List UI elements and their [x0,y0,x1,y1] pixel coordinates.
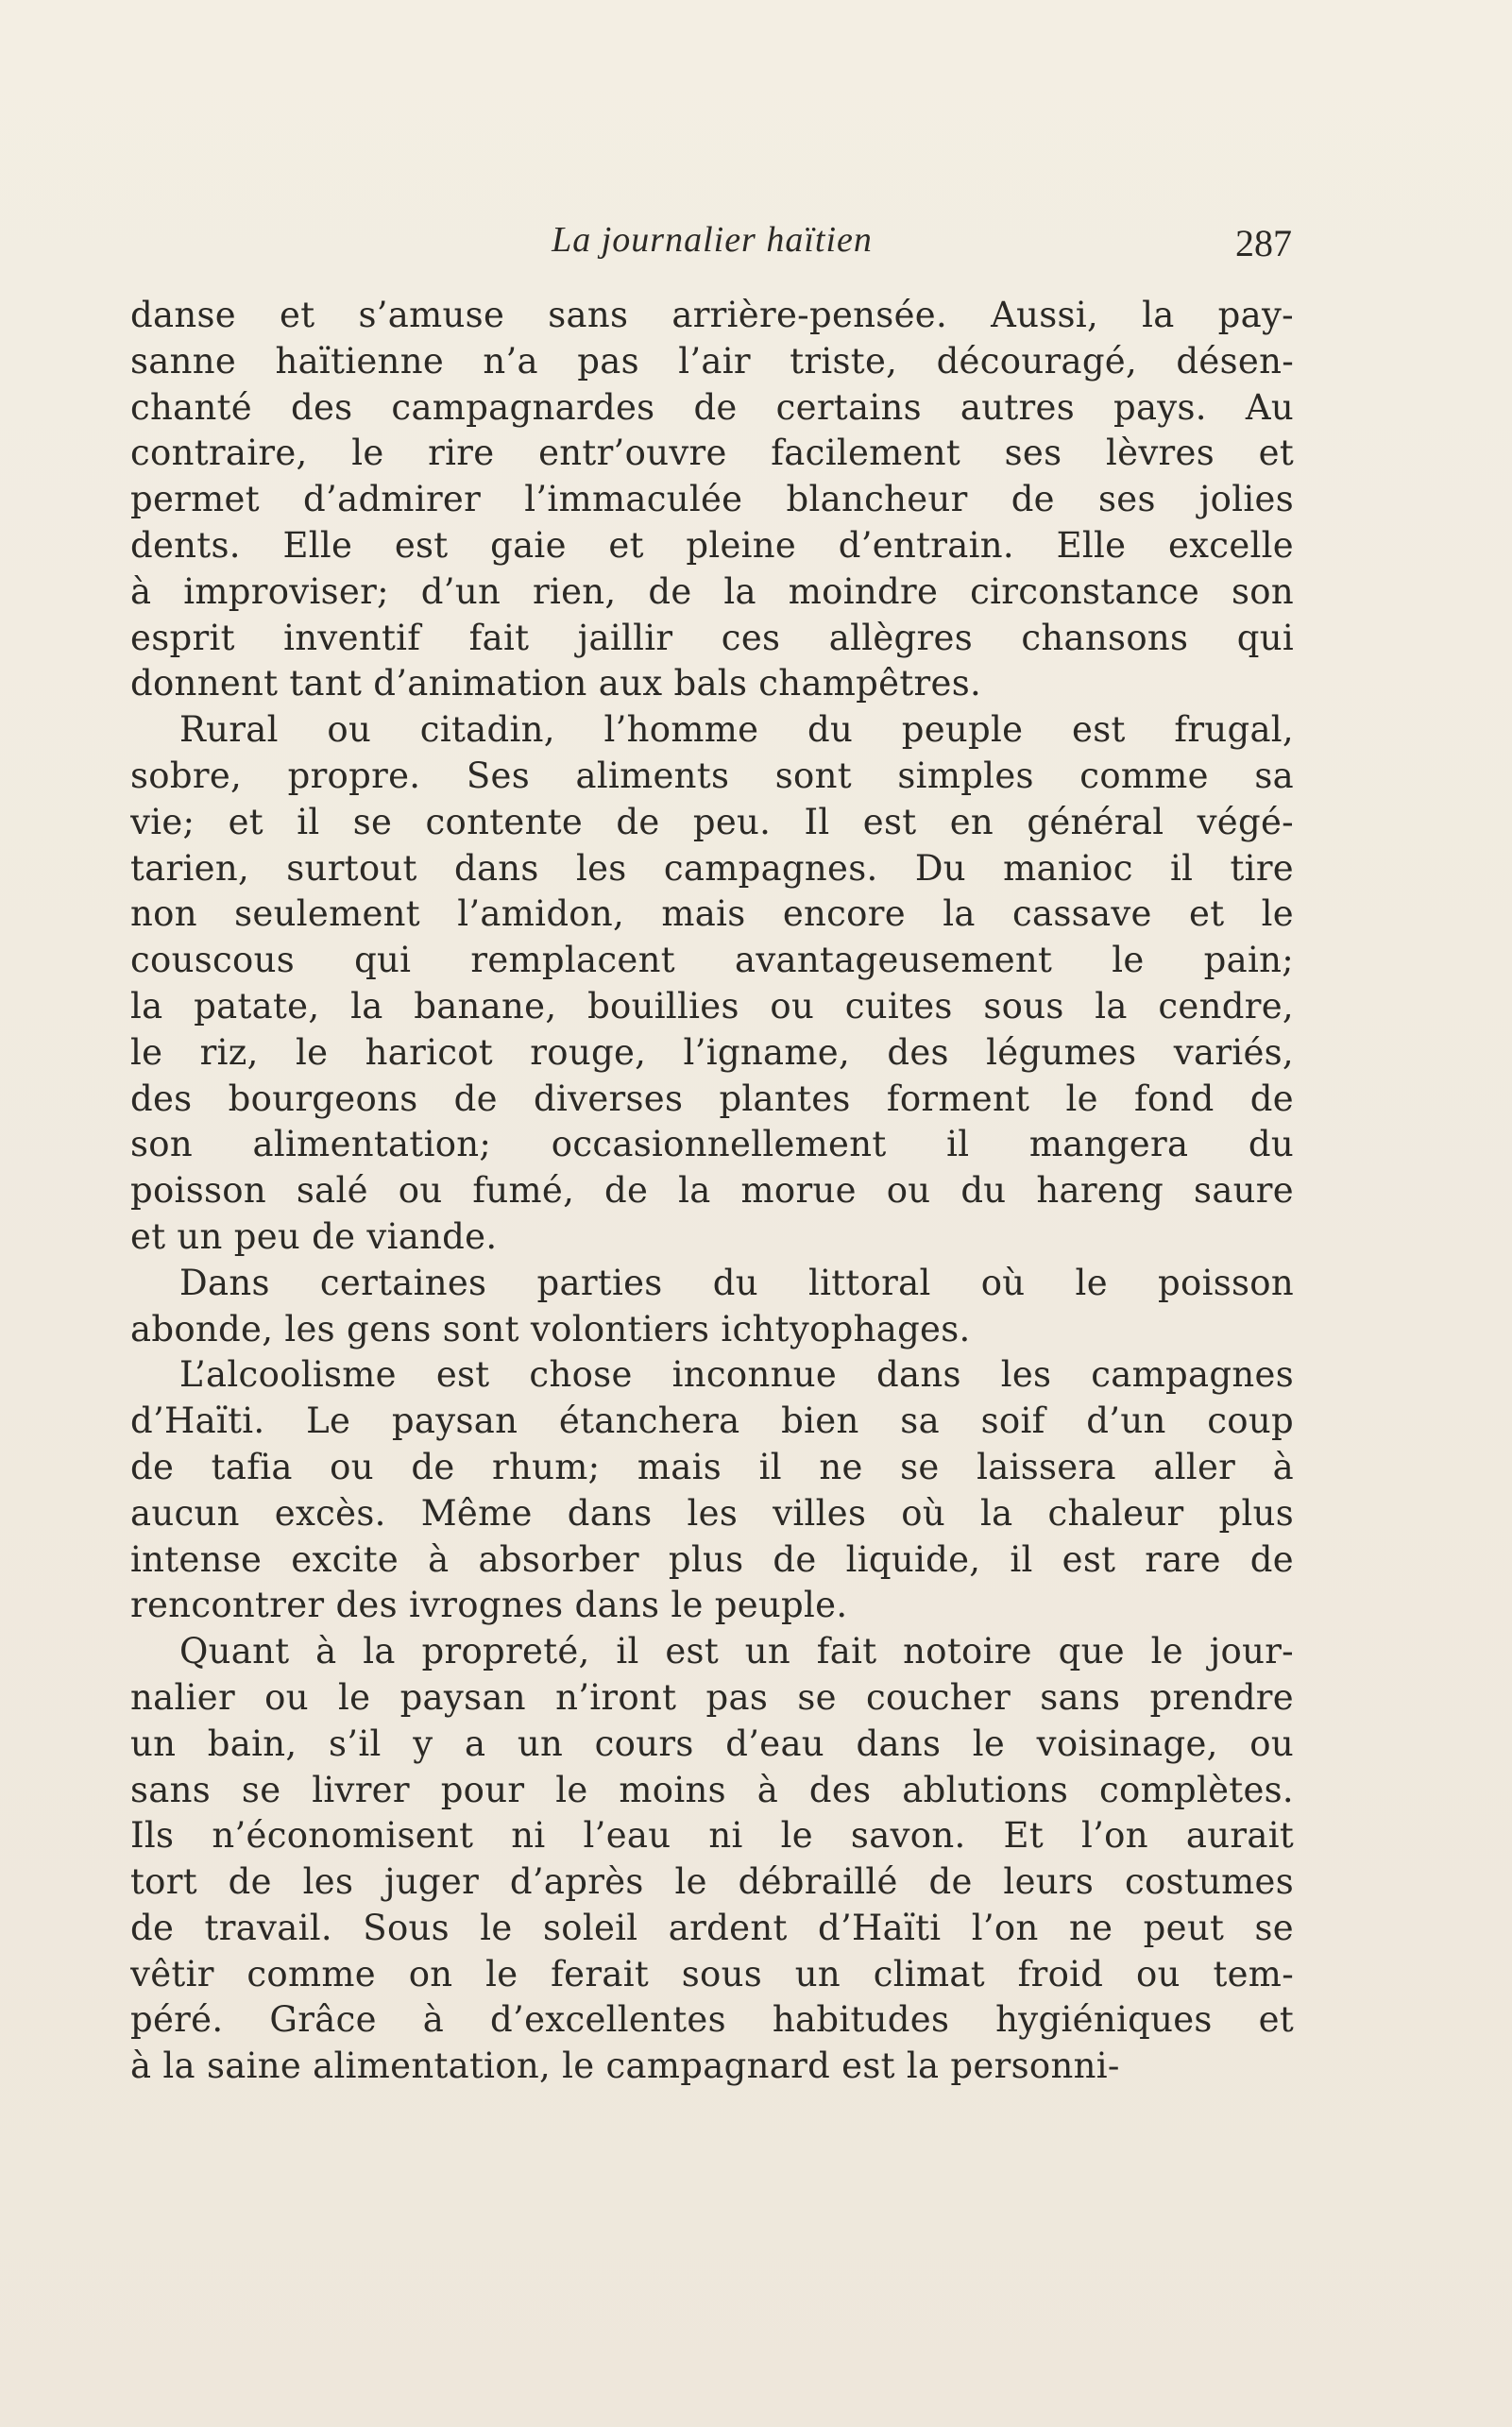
text-line: un bain, s’il y a un cours d’eau dans le voisinage, ou [130,1723,1294,1764]
text-line: vie; et il se contente de peu. Il est en général végé- [130,801,1294,842]
text-line: sanne haïtienne n’a pas l’air triste, découragé, désen- [130,340,1294,382]
page-number: 287 [1235,222,1292,264]
text-line: Quant à la propreté, il est un fait notoire que le jour- [179,1631,1294,1672]
text-line: à la saine alimentation, le campagnard est la personni- [130,2045,1120,2087]
text-line: nalier ou le paysan n’iront pas se coucher sans prendre [130,1676,1294,1718]
text-line: tort de les juger d’après le débraillé de leurs costumes [130,1861,1294,1903]
text-line: son alimentation; occasionnellement il mangera du [130,1124,1294,1165]
text-line: chanté des campagnardes de certains autres pays. Au [130,386,1294,428]
text-line: tarien, surtout dans les campagnes. Du manioc il tire [130,847,1294,889]
text-line: esprit inventif fait jaillir ces allègres chansons qui [130,617,1294,658]
text-line: Rural ou citadin, l’homme du peuple est frugal, [179,709,1294,751]
text-line: couscous qui remplacent avantageusement le pain; [130,940,1294,981]
text-line: le riz, le haricot rouge, l’igname, des légumes variés, [130,1031,1294,1073]
text-line: rencontrer des ivrognes dans le peuple. [130,1585,848,1626]
text-line: Dans certaines parties du littoral où le poisson [179,1262,1294,1303]
text-line: L’alcoolisme est chose inconnue dans les campagnes [179,1354,1294,1396]
text-line: contraire, le rire entr’ouvre facilement ses lèvres et [130,433,1294,474]
text-line: la patate, la banane, bouillies ou cuites sous la cendre, [130,985,1294,1027]
text-line: de tafia ou de rhum; mais il ne se laissera aller à [130,1446,1294,1487]
text-line: aucun excès. Même dans les villes où la chaleur plus [130,1492,1294,1534]
text-line: donnent tant d’animation aux bals champêtres. [130,663,982,704]
text-line: sans se livrer pour le moins à des ablutions complètes. [130,1769,1294,1810]
text-line: sobre, propre. Ses aliments sont simples comme sa [130,755,1294,796]
running-title: La journalier haïtien [552,220,873,260]
text-line: poisson salé ou fumé, de la morue ou du hareng saure [130,1170,1294,1212]
text-line: intense excite à absorber plus de liquide, il est rare de [130,1538,1294,1580]
text-line: et un peu de viande. [130,1215,498,1257]
page-header [130,219,1294,276]
body-text [130,293,1294,2090]
text-line: péré. Grâce à d’excellentes habitudes hygiéniques et [130,1999,1294,2041]
text-line: d’Haïti. Le paysan étanchera bien sa soif d’un coup [130,1400,1294,1442]
text-line: non seulement l’amidon, mais encore la cassave et le [130,893,1294,935]
text-line: permet d’admirer l’immaculée blancheur de ses jolies [130,479,1294,520]
text-line: danse et s’amuse sans arrière-pensée. Aussi, la pay- [130,295,1294,335]
text-line: vêtir comme on le ferait sous un climat froid ou tem- [130,1953,1294,1994]
text-line: dents. Elle est gaie et pleine d’entrain. Elle excelle [130,524,1294,566]
text-line: Ils n’économisent ni l’eau ni le savon. Et l’on aurait [130,1815,1294,1857]
text-line: à improviser; d’un rien, de la moindre circonstance son [130,570,1294,612]
text-line: abonde, les gens sont volontiers ichtyophages. [130,1308,971,1349]
text-line: de travail. Sous le soleil ardent d’Haïti l’on ne peut se [130,1907,1294,1948]
text-line: des bourgeons de diverses plantes forment le fond de [130,1078,1294,1119]
